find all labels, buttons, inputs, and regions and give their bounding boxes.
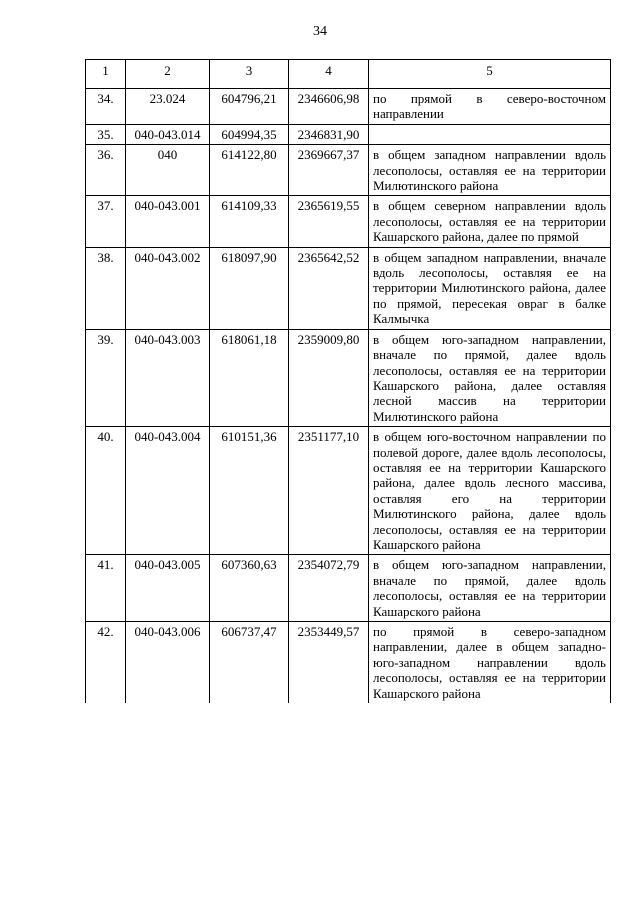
x-coordinate: 618097,90: [210, 247, 289, 329]
point-code: 040-043.004: [126, 427, 210, 555]
y-coordinate: 2365642,52: [289, 247, 369, 329]
boundary-description: в общем северном направлении вдоль лесополосы, оставляя ее на территории Кашарского района, далее по прямой: [369, 196, 611, 247]
header-row: [86, 60, 611, 89]
table-body: [86, 89, 611, 704]
column-header-1: 1: [86, 60, 126, 89]
boundary-description: в общем юго-западном направлении, вначале по прямой, далее вдоль лесополосы, оставляя ее на территории Кашарского района: [369, 555, 611, 622]
point-code: 040-043.014: [126, 124, 210, 144]
boundary-description: в общем западном направлении вдоль лесополосы, оставляя ее на территории Милютинского района: [369, 145, 611, 196]
row-number: 39.: [86, 329, 126, 426]
y-coordinate: 2365619,55: [289, 196, 369, 247]
y-coordinate: 2346831,90: [289, 124, 369, 144]
boundary-description: в общем западном направлении, вначале вдоль лесополосы, оставляя ее на территории Милютинского района, далее по прямой, пересекая овраг в балке Калмычка: [369, 247, 611, 329]
point-code: 040-043.001: [126, 196, 210, 247]
table-row: [86, 427, 611, 555]
column-header-2: 2: [126, 60, 210, 89]
column-header-3: 3: [210, 60, 289, 89]
table-row: [86, 196, 611, 247]
boundary-coordinates-table: [85, 59, 611, 703]
table-row: [86, 555, 611, 622]
row-number: 40.: [86, 427, 126, 555]
column-header-4: 4: [289, 60, 369, 89]
boundary-description: в общем юго-западном направлении, вначале по прямой, далее вдоль лесополосы, оставляя ее на территории Кашарского района, далее оставляя лесной массив на территории Милютинского района: [369, 329, 611, 426]
boundary-description: по прямой в северо-восточном направлении: [369, 89, 611, 125]
x-coordinate: 607360,63: [210, 555, 289, 622]
x-coordinate: 604796,21: [210, 89, 289, 125]
x-coordinate: 610151,36: [210, 427, 289, 555]
x-coordinate: 614109,33: [210, 196, 289, 247]
table-row: [86, 622, 611, 704]
x-coordinate: 606737,47: [210, 622, 289, 704]
boundary-description: по прямой в северо-западном направлении, далее в общем западно-юго-западном направлении вдоль лесополосы, оставляя ее на территории Кашарского района: [369, 622, 611, 704]
point-code: 040-043.006: [126, 622, 210, 704]
row-number: 36.: [86, 145, 126, 196]
point-code: 040-043.003: [126, 329, 210, 426]
y-coordinate: 2354072,79: [289, 555, 369, 622]
boundary-description: [369, 124, 611, 144]
row-number: 38.: [86, 247, 126, 329]
x-coordinate: 604994,35: [210, 124, 289, 144]
row-number: 37.: [86, 196, 126, 247]
row-number: 42.: [86, 622, 126, 704]
table-row: [86, 89, 611, 125]
point-code: 040-043.005: [126, 555, 210, 622]
table-row: [86, 247, 611, 329]
x-coordinate: 614122,80: [210, 145, 289, 196]
y-coordinate: 2359009,80: [289, 329, 369, 426]
table-row: [86, 145, 611, 196]
table-header: [86, 60, 611, 89]
row-number: 41.: [86, 555, 126, 622]
row-number: 34.: [86, 89, 126, 125]
boundary-description: в общем юго-восточном направлении по полевой дороге, далее вдоль лесополосы, оставляя ее на территории Кашарского района, далее вдоль лесного массива, оставляя его на территории Милютинского района, далее вдоль лесополосы, оставляя ее на территории Кашарского района: [369, 427, 611, 555]
table-row: [86, 329, 611, 426]
row-number: 35.: [86, 124, 126, 144]
point-code: 040-043.002: [126, 247, 210, 329]
y-coordinate: 2369667,37: [289, 145, 369, 196]
y-coordinate: 2346606,98: [289, 89, 369, 125]
point-code: 040: [126, 145, 210, 196]
y-coordinate: 2351177,10: [289, 427, 369, 555]
table-row: [86, 124, 611, 144]
page-number: 34: [313, 24, 327, 39]
column-header-5: 5: [369, 60, 611, 89]
x-coordinate: 618061,18: [210, 329, 289, 426]
point-code: 23.024: [126, 89, 210, 125]
y-coordinate: 2353449,57: [289, 622, 369, 704]
